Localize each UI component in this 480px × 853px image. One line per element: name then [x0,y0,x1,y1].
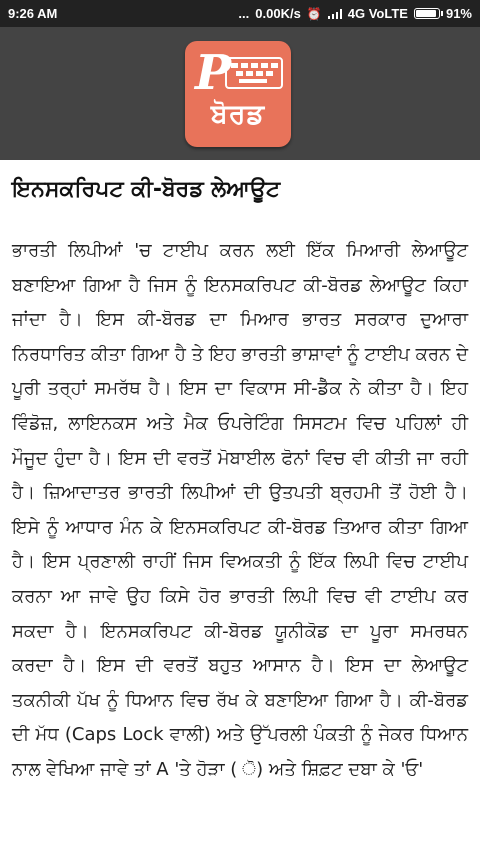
app-header [0,27,480,160]
logo-word: ਬੋਰਡ [210,99,266,130]
article [12,170,468,788]
battery-fill [416,10,436,17]
alarm-icon: ⏰ [306,6,322,21]
status-indicators [238,6,472,21]
keyboard-icon [225,57,283,89]
signal-icon [328,9,342,19]
network-type: 4G VoLTE [347,6,408,21]
app-logo [185,41,291,147]
status-dots: ... [238,6,250,21]
logo-letter: P [195,45,232,101]
article-title: ਇਨਸਕਰਿਪਟ ਕੀ-ਬੋਰਡ ਲੇਆਊਟ [12,177,281,202]
network-speed: 0.00K/s [255,6,301,21]
article-body: ਭਾਰਤੀ ਲਿਪੀਆਂ 'ਚ ਟਾਈਪ ਕਰਨ ਲਈ ਇੱਕ ਮਿਆਰੀ ਲੇਆਊਟ ਬਣਾਇਆ ਗਿਆ ਹੈ ਜਿਸ ਨੂੰ ਇਨਸਕਰਿਪਟ ਕੀ-ਬੋਰਡ ਲੇਆਊਟ ਕਿਹਾ ਜਾਂਦਾ ਹੈ। ਇਸ ਕੀ-ਬੋਰਡ ਦਾ ਮਿਆਰ ਭਾਰਤ ਸਰਕਾਰ ਦੁਆਰਾ ਨਿਰਧਾਰਿਤ ਕੀਤਾ ਗਿਆ ਹੈ ਤੇ ਇਹ ਭਾਰਤੀ ਭਾਸ਼ਾਵਾਂ ਨੂੰ ਟਾਈਪ ਕਰਨ ਦੇ ਪੂਰੀ ਤਰ੍ਹਾਂ ਸਮਰੱਥ ਹੈ। ਇਸ ਦਾ ਵਿਕਾਸ ਸੀ-ਡੈੱਕ ਨੇ ਕੀਤਾ ਹੈ। ਇਹ ਵਿੰਡੋਜ਼, ਲਾਇਨਕਸ ਅਤੇ ਮੈਕ ਓਪਰੇਟਿੰਗ ਸਿਸਟਮ ਵਿਚ ਪਹਿਲਾਂ ਹੀ ਮੌਜੂਦ ਹੁੰਦਾ ਹੈ। ਇਸ ਦੀ ਵਰਤੋਂ ਮੋਬਾਈਲ ਫੋਨਾਂ ਵਿਚ ਵੀ ਕੀਤੀ ਜਾ ਰਹੀ ਹੈ। ਜ਼ਿਆਦਾਤਰ ਭਾਰਤੀ ਲਿਪੀਆਂ ਦੀ ਉਤਪਤੀ ਬ੍ਰਹਮੀ ਤੋਂ ਹੋਈ ਹੈ। ਇਸੇ ਨੂੰ ਆਧਾਰ ਮੰਨ ਕੇ ਇਨਸਕਰਿਪਟ ਕੀ-ਬੋਰਡ ਤਿਆਰ ਕੀਤਾ ਗਿਆ ਹੈ। ਇਸ ਪ੍ਰਣਾਲੀ ਰਾਹੀਂ ਜਿਸ ਵਿਅਕਤੀ ਨੂੰ ਇੱਕ ਲਿਪੀ ਵਿਚ ਟਾਈਪ ਕਰਨਾ ਆ ਜਾਵੇ ਉਹ ਕਿਸੇ ਹੋਰ ਭਾਰਤੀ ਲਿਪੀ ਵਿਚ ਵੀ ਟਾਈਪ ਕਰ ਸਕਦਾ ਹੈ। ਇਨਸਕਰਿਪਟ ਕੀ-ਬੋਰਡ ਯੂਨੀਕੋਡ ਦਾ ਪੂਰਾ ਸਮਰਥਨ ਕਰਦਾ ਹੈ। ਇਸ ਦੀ ਵਰਤੋਂ ਬਹੁਤ ਆਸਾਨ ਹੈ। ਇਸ ਦਾ ਲੇਆਊਟ ਤਕਨੀਕੀ ਪੱਖ ਨੂੰ ਧਿਆਨ ਵਿਚ ਰੱਖ ਕੇ ਬਣਾਇਆ ਗਿਆ ਹੈ। ਕੀ-ਬੋਰਡ ਦੀ ਮੱਧ (Caps Lock ਵਾਲੀ) ਅਤੇ ਉੱਪਰਲੀ ਪੰਕਤੀ ਨੂੰ ਜੇਕਰ ਧਿਆਨ ਨਾਲ ਵੇਖਿਆ ਜਾਵੇ ਤਾਂ A 'ਤੇ ਹੋੜਾ ( ੋ) ਅਤੇ ਸ਼ਿਫ਼ਟ ਦਬਾ ਕੇ 'ਓ' [12,240,468,780]
battery-icon [414,8,440,19]
battery-percent: 91% [445,6,472,21]
status-bar [0,0,480,27]
status-time: 9:26 AM [8,6,58,21]
